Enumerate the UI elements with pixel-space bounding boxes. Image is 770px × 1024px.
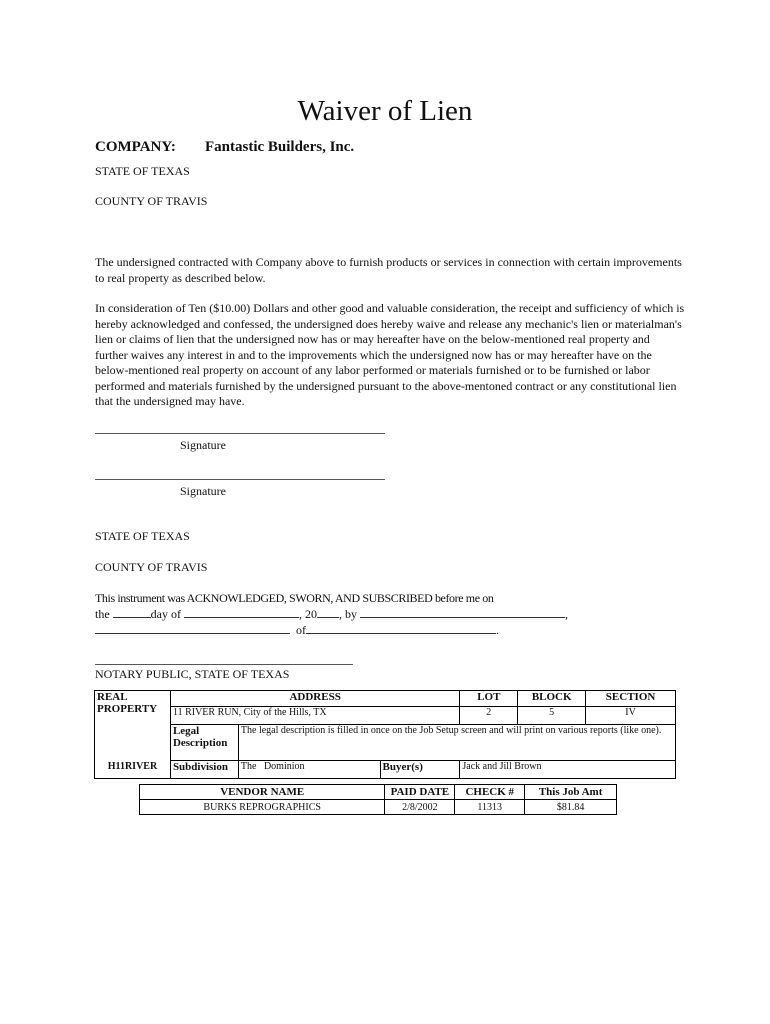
contract-paragraph: The undersigned contracted with Company above to furnish products or services in connection with certain improvements to real property as described below. xyxy=(95,255,682,285)
job-amount-header: This Job Amt xyxy=(525,785,617,800)
vendor-name-header: VENDOR NAME xyxy=(140,785,385,800)
block-header: BLOCK xyxy=(518,691,586,707)
acknowledgment-line: This instrument was ACKNOWLEDGED, SWORN, AND SUBSCRIBED before me on xyxy=(95,591,494,605)
real-property-label: REAL PROPERTY xyxy=(95,691,171,725)
legal-description-value: The legal description is filled in once on the Job Setup screen and will print on various reports (like one). xyxy=(238,725,675,761)
vendor-table xyxy=(139,784,617,815)
table-row xyxy=(140,800,617,815)
company-name: Fantastic Builders, Inc. xyxy=(205,139,355,155)
company-label: COMPANY: xyxy=(95,139,176,155)
paid-date-header: PAID DATE xyxy=(385,785,455,800)
year-blank xyxy=(317,606,339,618)
lot-value: 2 xyxy=(460,707,518,725)
notary-label: NOTARY PUBLIC, STATE OF TEXAS xyxy=(95,667,290,681)
day-blank xyxy=(113,606,151,618)
company-line xyxy=(95,139,354,156)
vendor-name-cell: BURKS REPROGRAPHICS xyxy=(140,800,385,815)
job-amount-cell: $81.84 xyxy=(525,800,617,815)
job-code: H11RIVER xyxy=(95,761,171,779)
signature-line xyxy=(95,479,385,480)
acknowledgment-date-line: the day of , 20 , by , xyxy=(95,607,568,621)
block-value: 5 xyxy=(518,707,586,725)
subdivision-label: Subdivision xyxy=(170,761,238,779)
by-blank xyxy=(360,606,565,618)
page-title: Waiver of Lien xyxy=(297,95,473,127)
waiver-paragraph: In consideration of Ten ($10.00) Dollars and other good and valuable consideration, the receipt and sufficiency of which is hereby acknowledged and confessed, the undersigned does hereby waive and release any mechanic's lien or materialman's lien or claims of lien that the undersigned now has or may hereafter have on the below-mentioned real property and further waives any interest in and to the improvements which the undersigned now has or may hereafter have on the below-mentioned real property on account of any labor performed or materials furnished or to be furnished or labor performed and materials furnished by the undersigned pursuant to the above-mentoned contract or any constitutional lien that the undersigned may have. xyxy=(95,301,685,408)
buyers-value: Jack and Jill Brown xyxy=(460,761,676,779)
property-table xyxy=(94,690,676,779)
acknowledgment-of-line: of . xyxy=(95,622,695,638)
of-blank xyxy=(306,622,496,634)
notary-signature-line xyxy=(95,664,353,665)
address-value: 11 RIVER RUN, City of the Hills, TX xyxy=(170,707,459,725)
name-blank xyxy=(95,622,290,634)
legal-description-label: Legal Description xyxy=(170,725,238,761)
county-heading: COUNTY OF TRAVIS xyxy=(95,560,208,574)
subdivision-value: The Dominion xyxy=(238,761,380,779)
check-number-header: CHECK # xyxy=(455,785,525,800)
state-heading: STATE OF TEXAS xyxy=(95,529,190,543)
buyers-label: Buyer(s) xyxy=(380,761,460,779)
section-value: IV xyxy=(586,707,676,725)
state-heading: STATE OF TEXAS xyxy=(95,164,190,178)
month-blank xyxy=(184,606,299,618)
address-header: ADDRESS xyxy=(170,691,459,707)
signature-label: Signature xyxy=(180,484,226,498)
signature-line xyxy=(95,433,385,434)
check-number-cell: 11313 xyxy=(455,800,525,815)
lot-header: LOT xyxy=(460,691,518,707)
paid-date-cell: 2/8/2002 xyxy=(385,800,455,815)
signature-label: Signature xyxy=(180,438,226,452)
section-header: SECTION xyxy=(586,691,676,707)
county-heading: COUNTY OF TRAVIS xyxy=(95,194,208,208)
